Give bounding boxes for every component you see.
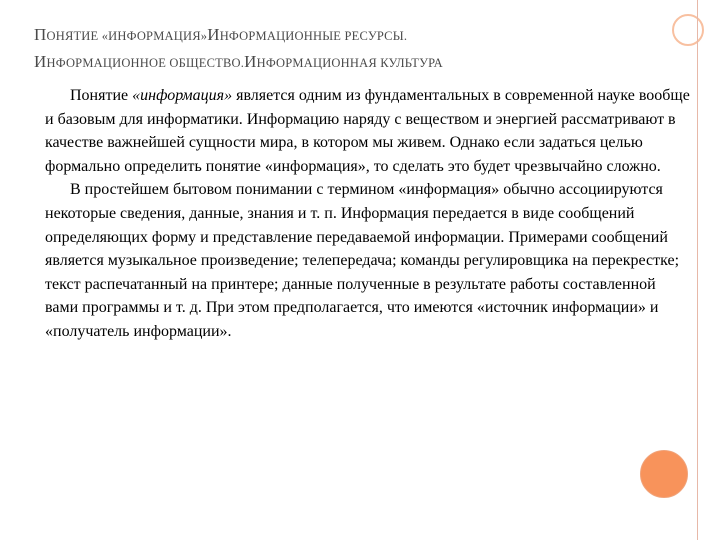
title-line-1 [34,22,674,49]
slide-body [45,84,690,344]
title-line-2 [34,49,674,76]
paragraph-2: В простейшем бытовом понимании с термином «информация» обычно ассоциируются некоторые сведения, данные, знания и т. п. Информация передается в виде сообщений определяющих форму и представление передаваемой информации. Примерами сообщений является музыкальное произведение; телепередача; команды регулировщика на перекрестке; текст распечатанный на принтере; данные полученные в результате работы составленной вами программы и т. д. При этом предполагается, что имеются «источник информации» и «получатель информации». [45,181,680,340]
title-letter: И [34,52,47,71]
title-letter: И [207,25,220,44]
title-text: НФОРМАЦИОННЫЕ РЕСУРСЫ. [219,29,408,43]
decorative-orange-circle [640,450,688,498]
title-letter: П [34,25,47,44]
title-text: НФОРМАЦИОННАЯ КУЛЬТУРА [256,56,443,70]
title-text: ОНЯТИЕ «ИНФОРМАЦИЯ» [46,29,208,43]
decorative-ring [672,14,704,46]
title-text: НФОРМАЦИОННОЕ ОБЩЕСТВО. [46,56,245,70]
title-letter: И [244,52,257,71]
paragraph-1 [45,84,690,178]
italic-term: «информация» [132,87,233,104]
vertical-divider [697,0,698,540]
paragraph-text: Понятие [70,87,133,104]
paragraph-text: является одним из фундаментальных в современной науке вообще и базовым для информатики. Информацию наряду с веществом и энергией рассматривают в качестве важнейшей сущности мира, в котором мы живем. Однако если задаться целью формально определить понятие «информация», то сделать это будет чрезвычайно сложно. [45,87,690,175]
slide-title [34,22,674,76]
